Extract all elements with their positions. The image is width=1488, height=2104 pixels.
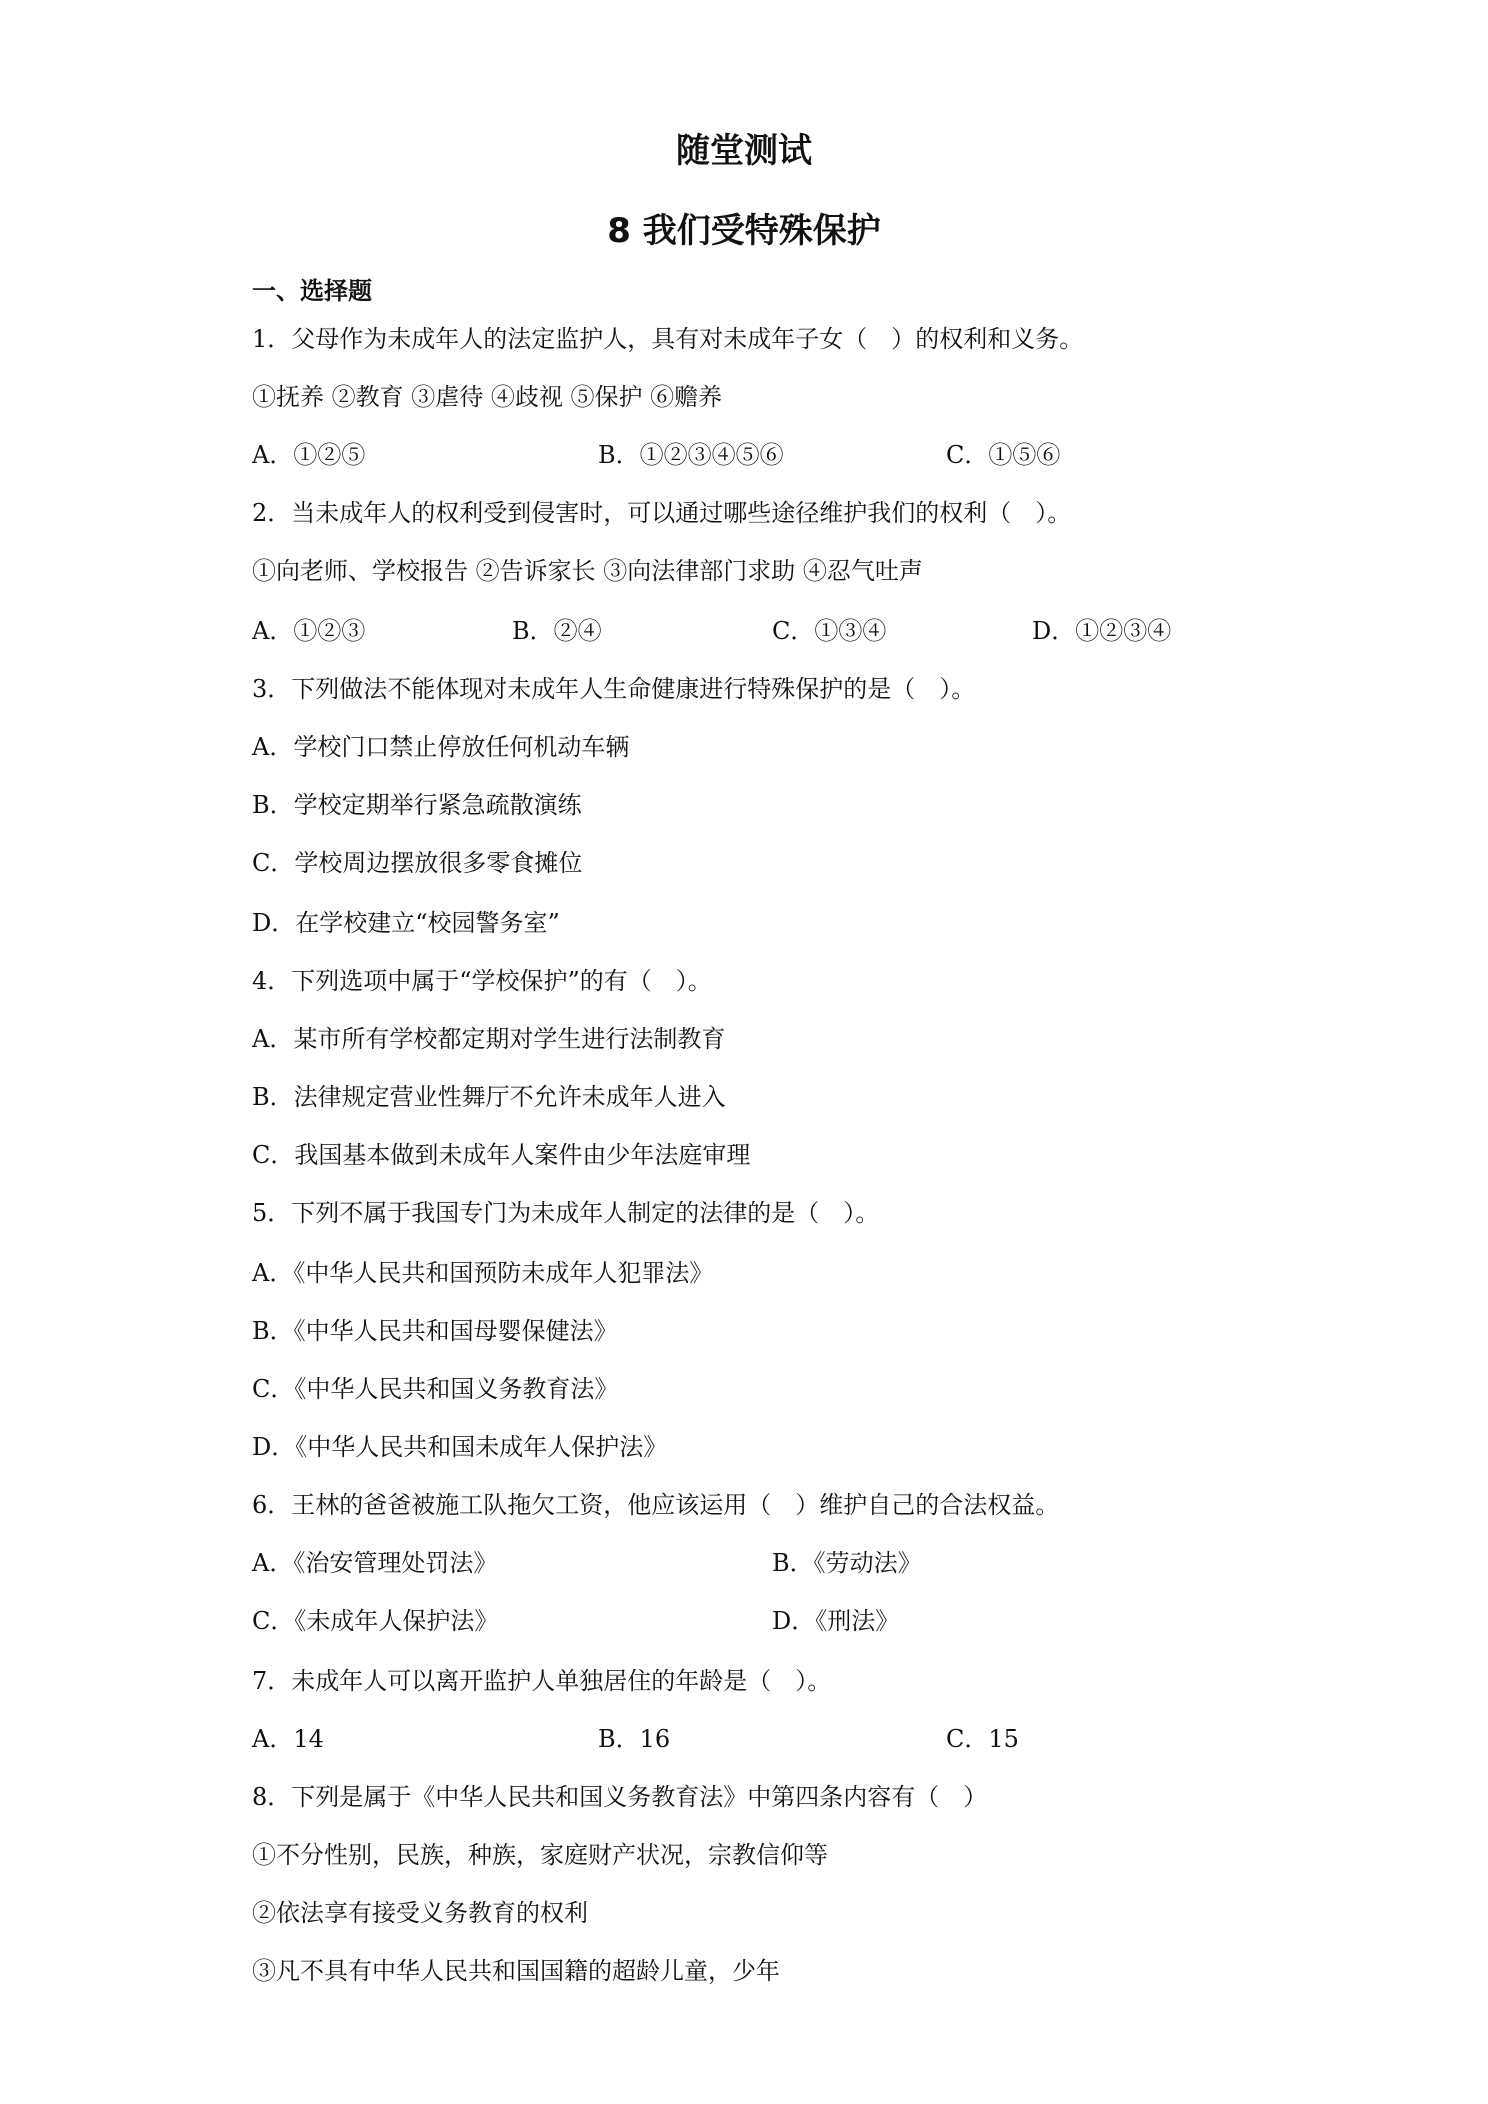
question-2-items: ①向老师、学校报告 ②告诉家长 ③向法律部门求助 ④忍气吐声 bbox=[252, 557, 923, 585]
question-8-item-1: ①不分性别，民族，种族，家庭财产状况，宗教信仰等 bbox=[252, 1841, 828, 1869]
question-5-option-a: A．《中华人民共和国预防未成年人犯罪法》 bbox=[252, 1259, 714, 1287]
question-3-option-b: B．学校定期举行紧急疏散演练 bbox=[252, 791, 582, 819]
question-6-option-d: D．《刑法》 bbox=[772, 1607, 900, 1635]
question-1-stem: 1．父母作为未成年人的法定监护人，具有对未成年子女（ ）的权利和义务。 bbox=[252, 325, 1084, 353]
question-8-stem: 8．下列是属于《中华人民共和国义务教育法》中第四条内容有（ ） bbox=[252, 1783, 988, 1811]
question-1-option-b: B．①②③④⑤⑥ bbox=[598, 441, 784, 469]
question-2-option-a: A．①②③ bbox=[252, 617, 366, 645]
question-5-option-d: D．《中华人民共和国未成年人保护法》 bbox=[252, 1433, 668, 1461]
question-5-option-b: B．《中华人民共和国母婴保健法》 bbox=[252, 1317, 618, 1345]
question-4-option-a: A．某市所有学校都定期对学生进行法制教育 bbox=[252, 1025, 726, 1053]
question-6-stem: 6．王林的爸爸被施工队拖欠工资，他应该运用（ ）维护自己的合法权益。 bbox=[252, 1491, 1060, 1519]
question-5-option-c: C．《中华人民共和国义务教育法》 bbox=[252, 1375, 619, 1403]
question-7-option-c: C．15 bbox=[946, 1725, 1019, 1753]
question-3-option-d: D．在学校建立“校园警务室” bbox=[252, 909, 560, 937]
question-7-option-b: B．16 bbox=[598, 1725, 671, 1753]
question-4-stem: 4．下列选项中属于“学校保护”的有（ ）。 bbox=[252, 967, 712, 995]
question-7-option-a: A．14 bbox=[252, 1725, 324, 1753]
question-2-option-d: D．①②③④ bbox=[1032, 617, 1172, 645]
question-4-option-c: C．我国基本做到未成年人案件由少年法庭审理 bbox=[252, 1141, 751, 1169]
question-2-option-c: C．①③④ bbox=[772, 617, 887, 645]
question-1-option-a: A．①②⑤ bbox=[252, 441, 366, 469]
question-1-items: ①抚养 ②教育 ③虐待 ④歧视 ⑤保护 ⑥赡养 bbox=[252, 383, 723, 411]
question-6-option-a: A．《治安管理处罚法》 bbox=[252, 1549, 498, 1577]
page-title: 随堂测试 bbox=[676, 131, 812, 171]
question-2-stem: 2．当未成年人的权利受到侵害时，可以通过哪些途径维护我们的权利（ ）。 bbox=[252, 499, 1072, 527]
question-4-option-b: B．法律规定营业性舞厅不允许未成年人进入 bbox=[252, 1083, 726, 1111]
question-1-option-c: C．①⑤⑥ bbox=[946, 441, 1061, 469]
question-5-stem: 5．下列不属于我国专门为未成年人制定的法律的是（ ）。 bbox=[252, 1199, 880, 1227]
question-2-option-b: B．②④ bbox=[512, 617, 602, 645]
question-6-option-c: C．《未成年人保护法》 bbox=[252, 1607, 499, 1635]
page-subtitle: 8 我们受特殊保护 bbox=[607, 211, 881, 251]
question-8-item-2: ②依法享有接受义务教育的权利 bbox=[252, 1899, 588, 1927]
question-3-option-a: A．学校门口禁止停放任何机动车辆 bbox=[252, 733, 630, 761]
question-7-stem: 7．未成年人可以离开监护人单独居住的年龄是（ ）。 bbox=[252, 1667, 832, 1695]
question-3-stem: 3．下列做法不能体现对未成年人生命健康进行特殊保护的是（ ）。 bbox=[252, 675, 976, 703]
question-6-option-b: B．《劳动法》 bbox=[772, 1549, 922, 1577]
question-8-item-3: ③凡不具有中华人民共和国国籍的超龄儿童，少年 bbox=[252, 1957, 780, 1985]
section-heading: 一、选择题 bbox=[252, 277, 372, 305]
question-3-option-c: C．学校周边摆放很多零食摊位 bbox=[252, 849, 583, 877]
